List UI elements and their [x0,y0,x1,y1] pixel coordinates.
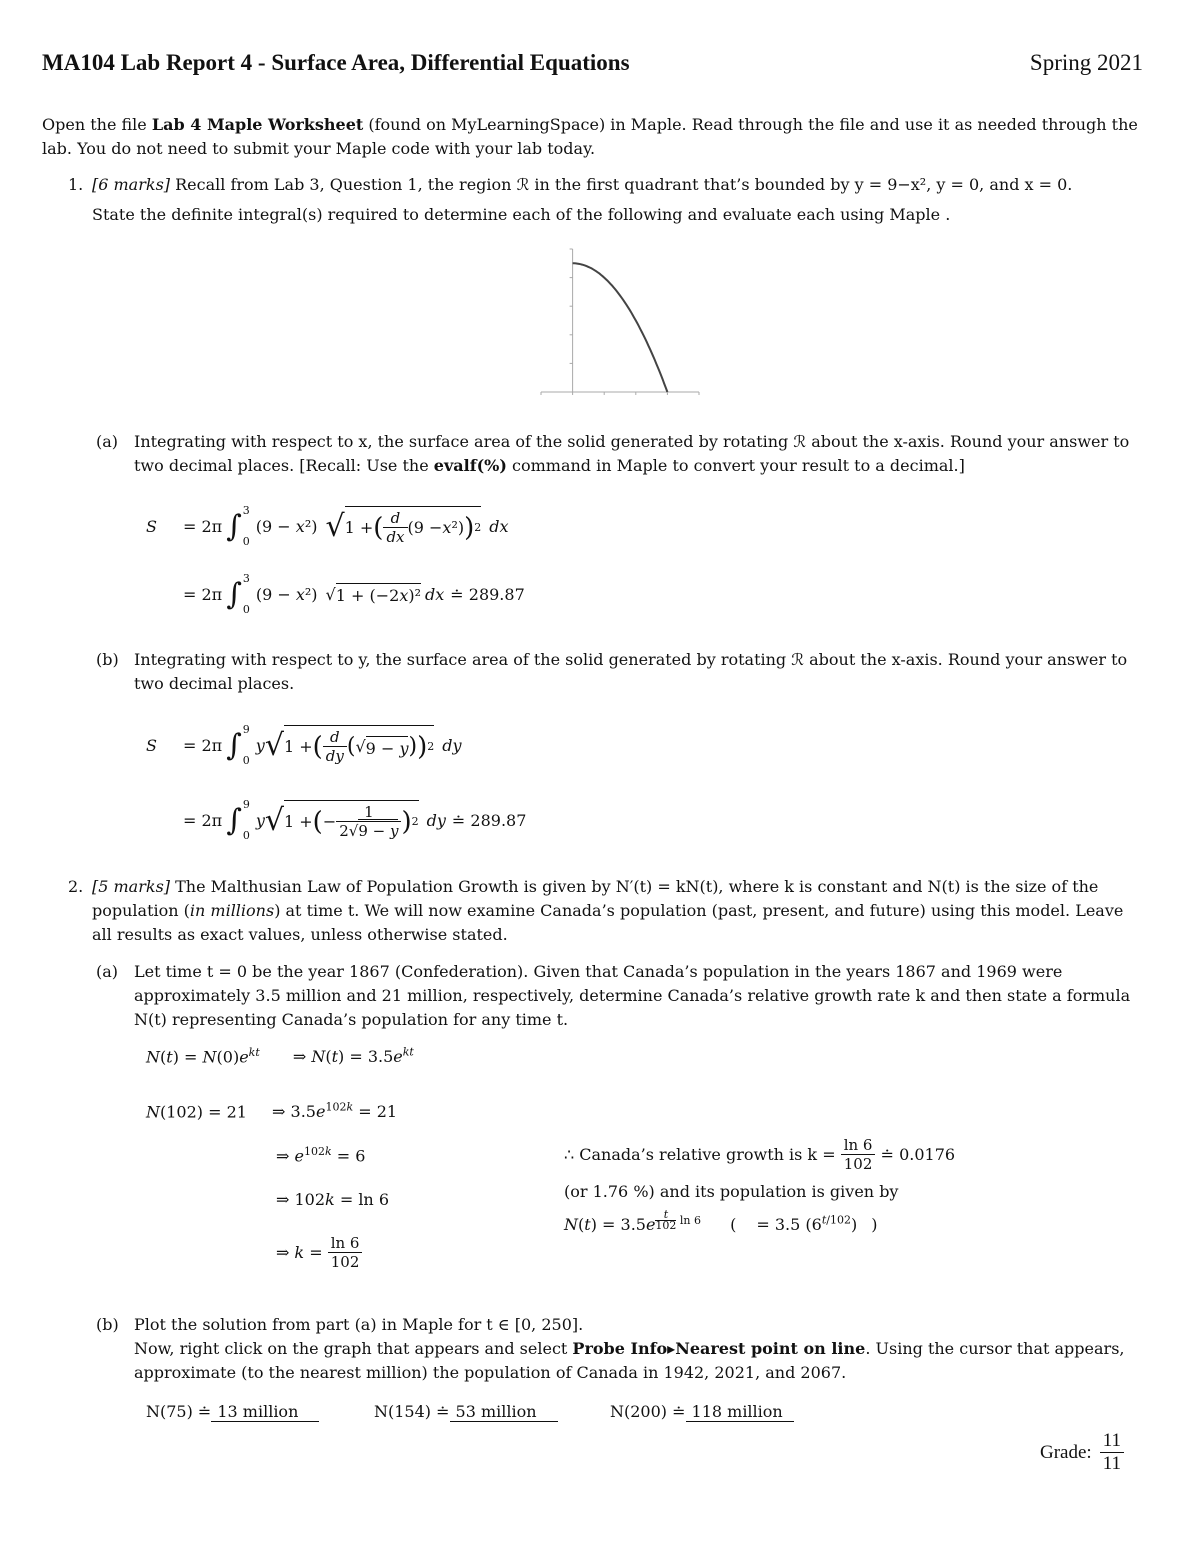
grade-label: Grade: [1040,1441,1092,1463]
q2-prompt [92,875,1147,947]
q2a-conclusion-2: (or 1.76 %) and its population is given by [564,1182,899,1201]
intro-suffix: (found on MyLearningSpace) in Maple. Read through the file and use it as needed through the lab. You do not need to submit your Maple code with your lab today. [42,115,1138,158]
q2a-model-equation: $N(t) = N(0)e^{kt}$ ⇒ $N(t) = 3.5e^{kt}$ [146,1046,414,1067]
q1b-label: (b) [96,650,119,669]
intro-paragraph [42,113,1144,161]
region-plot [535,245,705,410]
q2a-formula: N(t) = 3.5e $^{\frac{t}{102} ln 6}$ ( = 3.5 $(6^{t/102})$ ) [564,1208,878,1234]
q2a-conclusion-text: ∴ Canada’s relative growth is k = [564,1145,836,1164]
q2-number: 2. [68,877,84,896]
intro-file-name: Lab 4 Maple Worksheet [151,115,364,134]
q1a-equation-2: = 2π ∫ 3 0 (9 − x²) √ 1 + (−2x)² dx ≐ 289.87 [183,572,525,616]
q2a-conclusion-1: ∴ Canada’s relative growth is k = $\frac{\ln 6}{102}$ ≐ 0.0176 [564,1136,956,1173]
q1b-equation-1: S = 2π ∫ 9 0 y √ 1 + ( $\frac{d}{dy}$ ( √ 9 − y ) ) 2 dy [146,723,462,767]
q2a-approx-value: ≐ 0.0176 [880,1145,956,1164]
answer-value: 53 million [450,1402,558,1422]
q1b-equation-2: = 2π ∫ 9 0 y √ 1 + ( − $\frac{1}{2√9 - y}$ ) 2 dy ≐ 289.87 [183,798,527,842]
q2b-answer-2 [374,1402,558,1422]
parabola-curve [573,263,668,392]
q2b-line1: Plot the solution from part (a) in Maple for t ∈ [0, 250]. [134,1315,584,1334]
q1b-prompt: Integrating with respect to y, the surface area of the solid generated by rotating ℛ about the x-axis. Round your answer to two decimal places. [134,650,1128,693]
document-title: MA104 Lab Report 4 - Surface Area, Differential Equations [42,50,630,75]
q1-prompt [92,173,1147,197]
q2b-answer-3 [610,1402,794,1422]
q2b-label: (b) [96,1315,119,1334]
q2a-label: (a) [96,962,119,981]
answer-value: 13 million [211,1402,319,1422]
plot-axes [541,249,699,395]
q1b-result: ≐ 289.87 [451,810,527,830]
q2a-prompt: Let time t = 0 be the year 1867 (Confederation). Given that Canada’s population in the years 1867 and 1969 were approximately 3.5 million and 21 million, respectively, determine Canada’s relative growth rate k and then state a formula N(t) representing Canada’s population for any time t. [134,962,1131,1029]
grade-numerator: 11 [1100,1430,1124,1453]
answer-label: N(75) ≐ [146,1402,212,1421]
q2b-line2-suffix: . Using the cursor that appears, approximate (to the nearest million) the population of Canada in 1942, 2021, and 2067. [134,1339,1125,1382]
q1-line2: State the definite integral(s) required to determine each of the following and evaluate each using Maple . [92,205,951,224]
q1a-result: ≐ 289.87 [450,584,525,604]
q1a-text: Integrating with respect to x, the surface area of the solid generated by rotating ℛ about the x-axis. Round your answer to two decimal places. [Recall: Use the [134,432,1130,475]
q2a-step-1: N(102) = 21 ⇒ $3.5e^{102k} = 21$ [146,1101,398,1122]
q2b-instructions [134,1337,1146,1385]
q1a-label: (a) [96,432,119,451]
q1-region-symbol: ℛ [516,175,530,194]
q2b-line2-prefix: Now, right click on the graph that appears and select [134,1339,573,1358]
grade-box [1040,1430,1124,1475]
answer-label: N(200) ≐ [610,1402,686,1421]
q2-in-millions: in millions [189,901,275,920]
q2-text: The Malthusian Law of Population Growth is given by N′(t) = kN(t), where k is constant and N(t) is the size of the population ( [92,877,1099,920]
q1a-equation-1: S = 2π ∫ 3 0 (9 − x²) √ 1 + ( $\frac{d}{dx}$ (9 − x ²) ) 2 dx [146,504,509,548]
q2a-step-2: ⇒ $e^{102k} = 6$ [276,1145,366,1166]
q1-number: 1. [68,175,84,194]
q1a-command: evalf(%) [433,456,507,475]
q2b-answer-1 [146,1402,319,1422]
q1-text-before: Recall from Lab 3, Question 1, the region [170,175,517,194]
answer-label: N(154) ≐ [374,1402,450,1421]
q2-text2: ) at time t. We will now examine Canada’s population (past, present, and future) using this model. Leave all results as exact values, unless otherwise stated. [92,901,1124,944]
q1-marks: [6 marks] [92,175,171,194]
q2b-menu-path: Probe Info▸Nearest point on line [572,1339,866,1358]
q2a-step-3: ⇒ 102k = ln 6 [276,1190,389,1209]
term-label: Spring 2021 [1029,50,1143,75]
intro-prefix: Open the file [42,115,152,134]
q2-marks: [5 marks] [92,877,171,896]
grade-denominator: 11 [1102,1453,1121,1474]
q2a-step-4: ⇒ k = $\frac{\ln 6}{102}$ [276,1234,362,1271]
answer-value: 118 million [686,1402,794,1422]
q1a-text2: command in Maple to convert your result to a decimal.] [506,456,965,475]
q1-text-after: in the first quadrant that’s bounded by y = 9−x², y = 0, and x = 0. [529,175,1073,194]
q1a-prompt [134,430,1146,478]
